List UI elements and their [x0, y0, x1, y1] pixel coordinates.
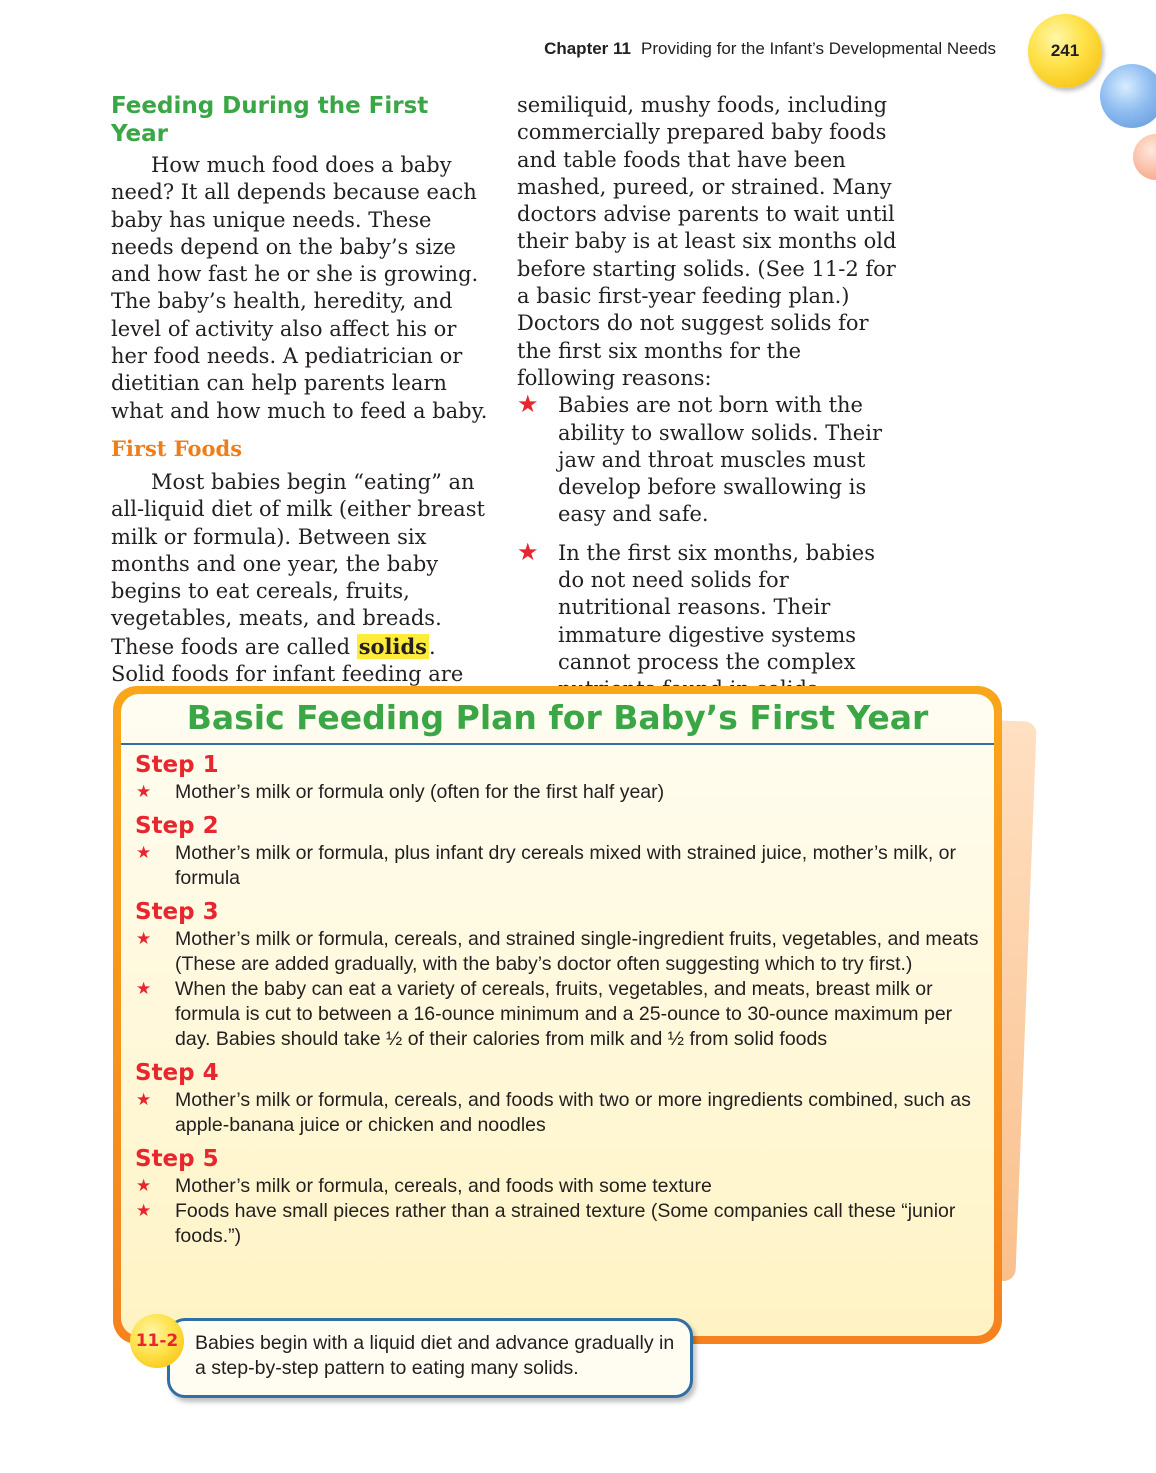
body-paragraph: semiliquid, mushy foods, including commercially prepared baby foods and table foods that have been mashed, pureed, or strained. Many doctors advise parents to wait until their baby is at least six months old before starting solids. (See 11-2 for a basic first-year feeding plan.) Doctors do not suggest solids for the first six months for the following reasons:: [517, 93, 897, 390]
star-icon: ★: [136, 1176, 152, 1196]
list-item: [135, 841, 985, 891]
list-item: [135, 1088, 985, 1138]
left-column: [111, 92, 491, 688]
step-items: [135, 1174, 985, 1249]
list-item: [135, 1199, 985, 1249]
list-item: [135, 977, 985, 1052]
list-item-text: In the first six months, babies do not need solids for nutritional reasons. Their immature digestive systems cannot process the complex: [558, 540, 876, 674]
decorative-blue-circle: [1100, 64, 1156, 128]
highlighted-term: solids: [358, 633, 428, 659]
list-item-text: Foods have small pieces rather than a strained texture (Some companies call these “junior foods.”): [175, 1200, 956, 1247]
list-item-text: Mother’s milk or formula, cereals, and strained single-ingredient fruits, vegetables, and meats (These are added gradually, with the baby’s doctor often suggesting which to try first.): [175, 928, 979, 975]
step-title: Step 5: [135, 1146, 219, 1172]
reasons-list: [517, 392, 897, 703]
star-icon: ★: [136, 1090, 152, 1110]
paragraph-text: Most babies begin “eating” an all-liquid diet of milk (either breast milk or formula). Between six months and one year, the baby begins to eat cereals, fruits, vegetables, meats, and breads. These foods are called: [111, 469, 485, 659]
feeding-plan-figure: [121, 694, 994, 1336]
list-item: [135, 780, 985, 805]
step-items: [135, 927, 985, 1052]
list-item-text: Mother’s milk or formula, cereals, and foods with two or more ingredients combined, such as apple-banana juice or chicken and noodles: [175, 1089, 971, 1136]
body-paragraph: [111, 469, 491, 688]
step-title: Step 2: [135, 813, 219, 839]
decorative-pink-circle: [1133, 134, 1156, 180]
chapter-label: Chapter 11: [544, 39, 631, 58]
page-number: 241: [1028, 14, 1102, 88]
list-item: [517, 537, 897, 704]
steps-list: [135, 750, 985, 1255]
figure-caption: [167, 1318, 693, 1398]
running-header: [544, 39, 996, 59]
star-icon: ★: [136, 979, 152, 999]
right-column: [517, 92, 897, 715]
section-heading: Feeding During the First Year: [111, 93, 429, 147]
star-icon: ★: [136, 1201, 152, 1221]
caption-text: Babies begin with a liquid diet and advance gradually in a step-by-step pattern to eating many solids.: [195, 1332, 675, 1379]
figure-number-badge: 11-2: [130, 1314, 184, 1368]
star-icon: ★: [136, 782, 152, 802]
figure-title: Basic Feeding Plan for Baby’s First Year: [186, 698, 929, 737]
list-item: [135, 927, 985, 977]
list-item-text: Mother’s milk or formula, cereals, and foods with some texture: [175, 1175, 712, 1197]
step-items: [135, 1088, 985, 1138]
step-items: [135, 780, 985, 805]
step-items: [135, 841, 985, 891]
list-item: [135, 1174, 985, 1199]
star-icon: ★: [136, 929, 152, 949]
list-item: [517, 392, 897, 528]
list-item-text: Mother’s milk or formula only (often for the first half year): [175, 781, 665, 803]
star-icon: ★: [136, 843, 152, 863]
list-item-text: Mother’s milk or formula, plus infant dry cereals mixed with strained juice, mother’s milk, or formula: [175, 842, 956, 889]
body-paragraph: How much food does a baby need? It all depends because each baby has unique needs. These needs depend on the baby’s size and how fast he or she is growing. The baby’s health, heredity, and level of activity also affect his or her food needs. A pediatrician or dietitian can help parents learn what and how much to feed a baby.: [111, 153, 488, 423]
title-divider: [121, 743, 994, 745]
list-item-text: When the baby can eat a variety of cereals, fruits, vegetables, and meats, breast milk or formula is cut to between a 16-ounce minimum and a 25-ounce to 30-ounce maximum per day. Babies should take ½ of their calories from milk and ½ from solid foods: [175, 978, 953, 1050]
paragraph-text: . Solid foods for infant feeding are: [111, 634, 464, 687]
chapter-title: Providing for the Infant’s Developmental Needs: [641, 39, 996, 58]
star-icon: ★: [517, 537, 539, 566]
step-title: Step 1: [135, 752, 219, 778]
list-item-text: Babies are not born with the ability to swallow solids. Their jaw and throat muscles must develop before swallowing is easy and safe.: [558, 393, 882, 527]
subheading: First Foods: [111, 435, 243, 461]
step-title: Step 4: [135, 1060, 219, 1086]
step-title: Step 3: [135, 899, 219, 925]
star-icon: ★: [517, 390, 539, 419]
